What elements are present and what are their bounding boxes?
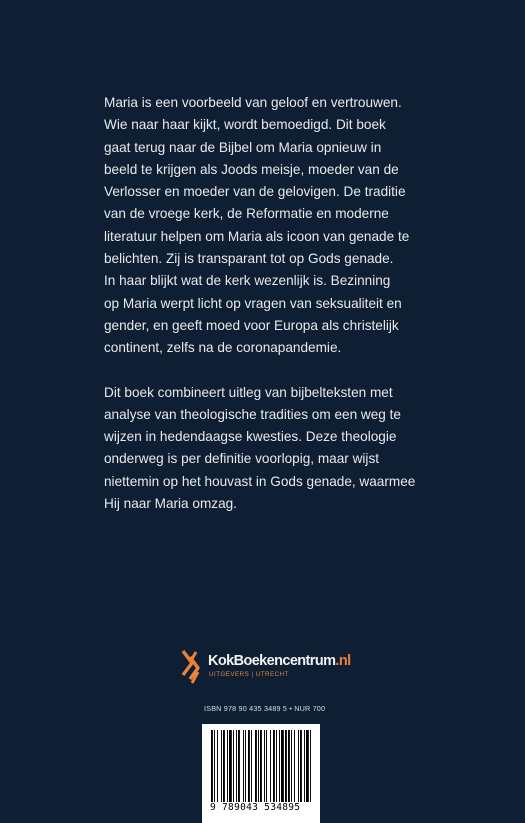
publisher-name [208,653,351,669]
barcode-digits: 9 789043 534895 [210,802,301,813]
isbn-nur-line: ISBN 978 90 435 3489 5 • NUR 700 [204,704,326,713]
publisher-name-suffix: .nl [335,653,351,669]
barcode [202,724,320,823]
publisher-logo [180,648,370,688]
barcode-icon [211,730,311,802]
back-cover-blurb [104,92,434,515]
blurb-paragraph-1: Maria is een voorbeeld van geloof en vertrouwen. Wie naar haar kijkt, wordt bemoedigd. Dit boek gaat terug naar de Bijbel om Maria opnieuw in beeld te krijgen als Joods meisje, moeder van de Verlosser en moeder van de gelovigen. De traditie van de vroege kerk, de Reformatie en moderne literatuur helpen om Maria als icoon van genade te belichten. Zij is transparant tot op Gods genade. In haar blijkt wat de kerk wezenlijk is. Bezinning op Maria werpt licht op vragen van seksualiteit en gender, en geeft moed voor Europa als christelijk continent, zelfs na de coronapandemie. [104,95,410,356]
publisher-name-main: KokBoekencentrum [208,653,336,669]
publisher-tagline: UITGEVERS | UTRECHT [209,671,289,678]
kokboekencentrum-logo-icon [180,648,206,686]
blurb-paragraph-2: Dit boek combineert uitleg van bijbelteksten met analyse van theologische tradities om een weg te wijzen in hedendaagse kwesties. Deze theologie onderweg is per definitie voorlopig, maar wijst niettemin op het houvast in Gods genade, waarmee Hij naar Maria omzag. [104,384,416,512]
